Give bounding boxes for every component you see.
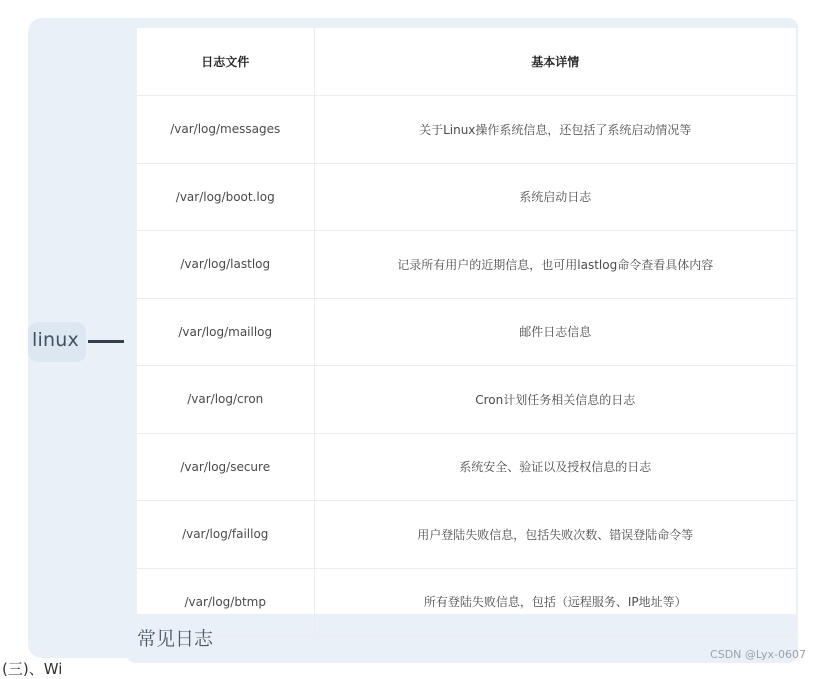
header-log-file: 日志文件 xyxy=(137,28,314,96)
table-header-row xyxy=(137,28,796,96)
log-table-container xyxy=(137,28,796,614)
table-row xyxy=(137,433,796,501)
log-detail-cell: 所有登陆失败信息，包括（远程服务、IP地址等） xyxy=(314,568,796,636)
log-file-cell: /var/log/btmp xyxy=(137,568,314,636)
table-row xyxy=(137,298,796,366)
log-file-cell: /var/log/maillog xyxy=(137,298,314,366)
log-file-cell: /var/log/boot.log xyxy=(137,163,314,231)
log-detail-cell: 用户登陆失败信息，包括失败次数、错误登陆命令等 xyxy=(314,501,796,569)
log-detail-cell: 系统安全、验证以及授权信息的日志 xyxy=(314,433,796,501)
cutoff-heading-text: (三)、Wi xyxy=(2,660,63,678)
table-row xyxy=(137,96,796,164)
log-file-cell: /var/log/messages xyxy=(137,96,314,164)
table-row xyxy=(137,163,796,231)
log-file-cell: /var/log/secure xyxy=(137,433,314,501)
header-details: 基本详情 xyxy=(314,28,796,96)
table-row xyxy=(137,501,796,569)
log-file-cell: /var/log/cron xyxy=(137,366,314,434)
table-row xyxy=(137,568,796,636)
watermark-text: CSDN @Lyx-0607 xyxy=(710,648,806,661)
table-row xyxy=(137,366,796,434)
table-row xyxy=(137,231,796,299)
mindmap-caption: 常见日志 xyxy=(137,628,214,650)
log-table xyxy=(137,28,796,636)
mindmap-node-label: linux xyxy=(32,329,79,351)
log-detail-cell: 邮件日志信息 xyxy=(314,298,796,366)
log-file-cell: /var/log/faillog xyxy=(137,501,314,569)
mindmap-connector-line xyxy=(88,340,124,343)
log-detail-cell: 系统启动日志 xyxy=(314,163,796,231)
log-detail-cell: Cron计划任务相关信息的日志 xyxy=(314,366,796,434)
log-detail-cell: 关于Linux操作系统信息，还包括了系统启动情况等 xyxy=(314,96,796,164)
log-detail-cell: 记录所有用户的近期信息，也可用lastlog命令查看具体内容 xyxy=(314,231,796,299)
log-file-cell: /var/log/lastlog xyxy=(137,231,314,299)
